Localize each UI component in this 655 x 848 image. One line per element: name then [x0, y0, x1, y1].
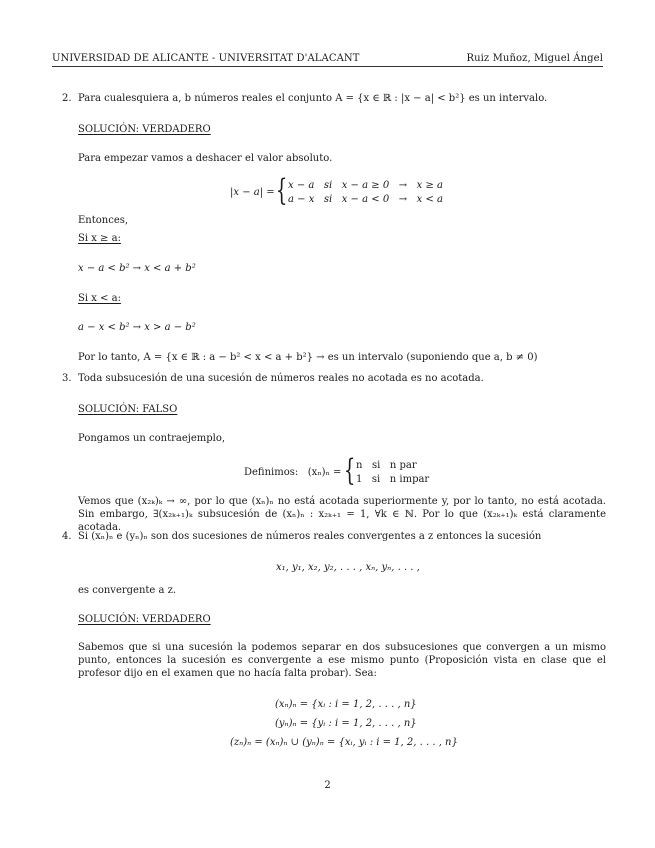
- page-number: 2: [324, 780, 331, 791]
- q3-number: 3.: [62, 373, 72, 384]
- q2-statement: Para cualesquiera a, b números reales el conjunto A = {x ∈ ℝ : |x − a| < b²} es un intervalo.: [78, 93, 548, 104]
- q2-case1: x − a si x − a ≥ 0 → x ≥ a: [288, 180, 443, 191]
- q4-eq2: (yₙ)ₙ = {yᵢ : i = 1, 2, . . . , n}: [275, 718, 417, 729]
- q2-intro: Para empezar vamos a deshacer el valor absoluto.: [78, 153, 333, 164]
- q2-if1: Si x ≥ a:: [78, 233, 121, 244]
- q4-convergent: es convergente a z.: [78, 585, 177, 596]
- q3-case1: n si n par: [356, 460, 417, 471]
- q4-eq3: (zₙ)ₙ = (xₙ)ₙ ∪ (yₙ)ₙ = {xᵢ, yᵢ : i = 1, 2, . . . , n}: [230, 737, 458, 748]
- q2-result2: a − x < b² → x > a − b²: [78, 322, 196, 333]
- q4-explanation: Sabemos que si una sucesión la podemos separar en dos subsucesiones que convergen a un mismo punto, entonces la sucesión es convergente a ese mismo punto (Proposición vista en clase que el profesor dijo en el examen que no hacía falta probar). Sea:: [78, 642, 606, 679]
- q3-statement: Toda subsucesión de una sucesión de números reales no acotada es no acotada.: [78, 373, 484, 384]
- q2-entonces: Entonces,: [78, 215, 129, 226]
- q4-solution: SOLUCIÓN: VERDADERO: [78, 614, 211, 625]
- header-institution: UNIVERSIDAD DE ALICANTE - UNIVERSITAT D'ALACANT: [52, 53, 360, 64]
- q2-number: 2.: [62, 93, 72, 104]
- q2-if2: Si x < a:: [78, 293, 121, 304]
- q3-intro: Pongamos un contraejemplo,: [78, 433, 226, 444]
- q4-eq1: (xₙ)ₙ = {xᵢ : i = 1, 2, . . . , n}: [275, 699, 417, 710]
- q2-brace: {: [275, 173, 288, 208]
- q2-result1: x − a < b² → x < a + b²: [78, 263, 196, 274]
- q3-def-lhs: Definimos: (xₙ)ₙ =: [244, 467, 342, 478]
- page-header: [52, 53, 603, 67]
- q3-solution: SOLUCIÓN: FALSO: [78, 404, 178, 415]
- q3-case2: 1 si n impar: [356, 474, 430, 485]
- q2-abs-lhs: |x − a| =: [230, 187, 275, 198]
- q3-explanation: Vemos que (x₂ₖ)ₖ → ∞, por lo que (xₙ)ₙ no está acotada superiormente y, por lo tanto, no está acotada. Sin embargo, ∃(x₂ₖ₊₁)ₖ subsucesión de (xₙ)ₙ : x₂ₖ₊₁ = 1, ∀k ∈ ℕ. Por lo que (x₂ₖ₊₁)ₖ está claramente acotada.: [78, 496, 606, 533]
- q2-conclusion: Por lo tanto, A = {x ∈ ℝ : a − b² < x < a + b²} → es un intervalo (suponiendo que a, b ≠ 0): [78, 352, 538, 363]
- q2-solution: SOLUCIÓN: VERDADERO: [78, 124, 211, 135]
- q4-statement: Si (xₙ)ₙ e (yₙ)ₙ son dos sucesiones de números reales convergentes a z entonces la sucesión: [78, 531, 542, 542]
- q4-sequence: x₁, y₁, x₂, y₂, . . . , xₙ, yₙ, . . . ,: [276, 562, 420, 573]
- q4-number: 4.: [62, 531, 72, 542]
- q3-brace: {: [343, 453, 356, 488]
- q2-case2: a − x si x − a < 0 → x < a: [288, 194, 443, 205]
- header-author: Ruiz Muñoz, Miguel Ángel: [466, 53, 603, 64]
